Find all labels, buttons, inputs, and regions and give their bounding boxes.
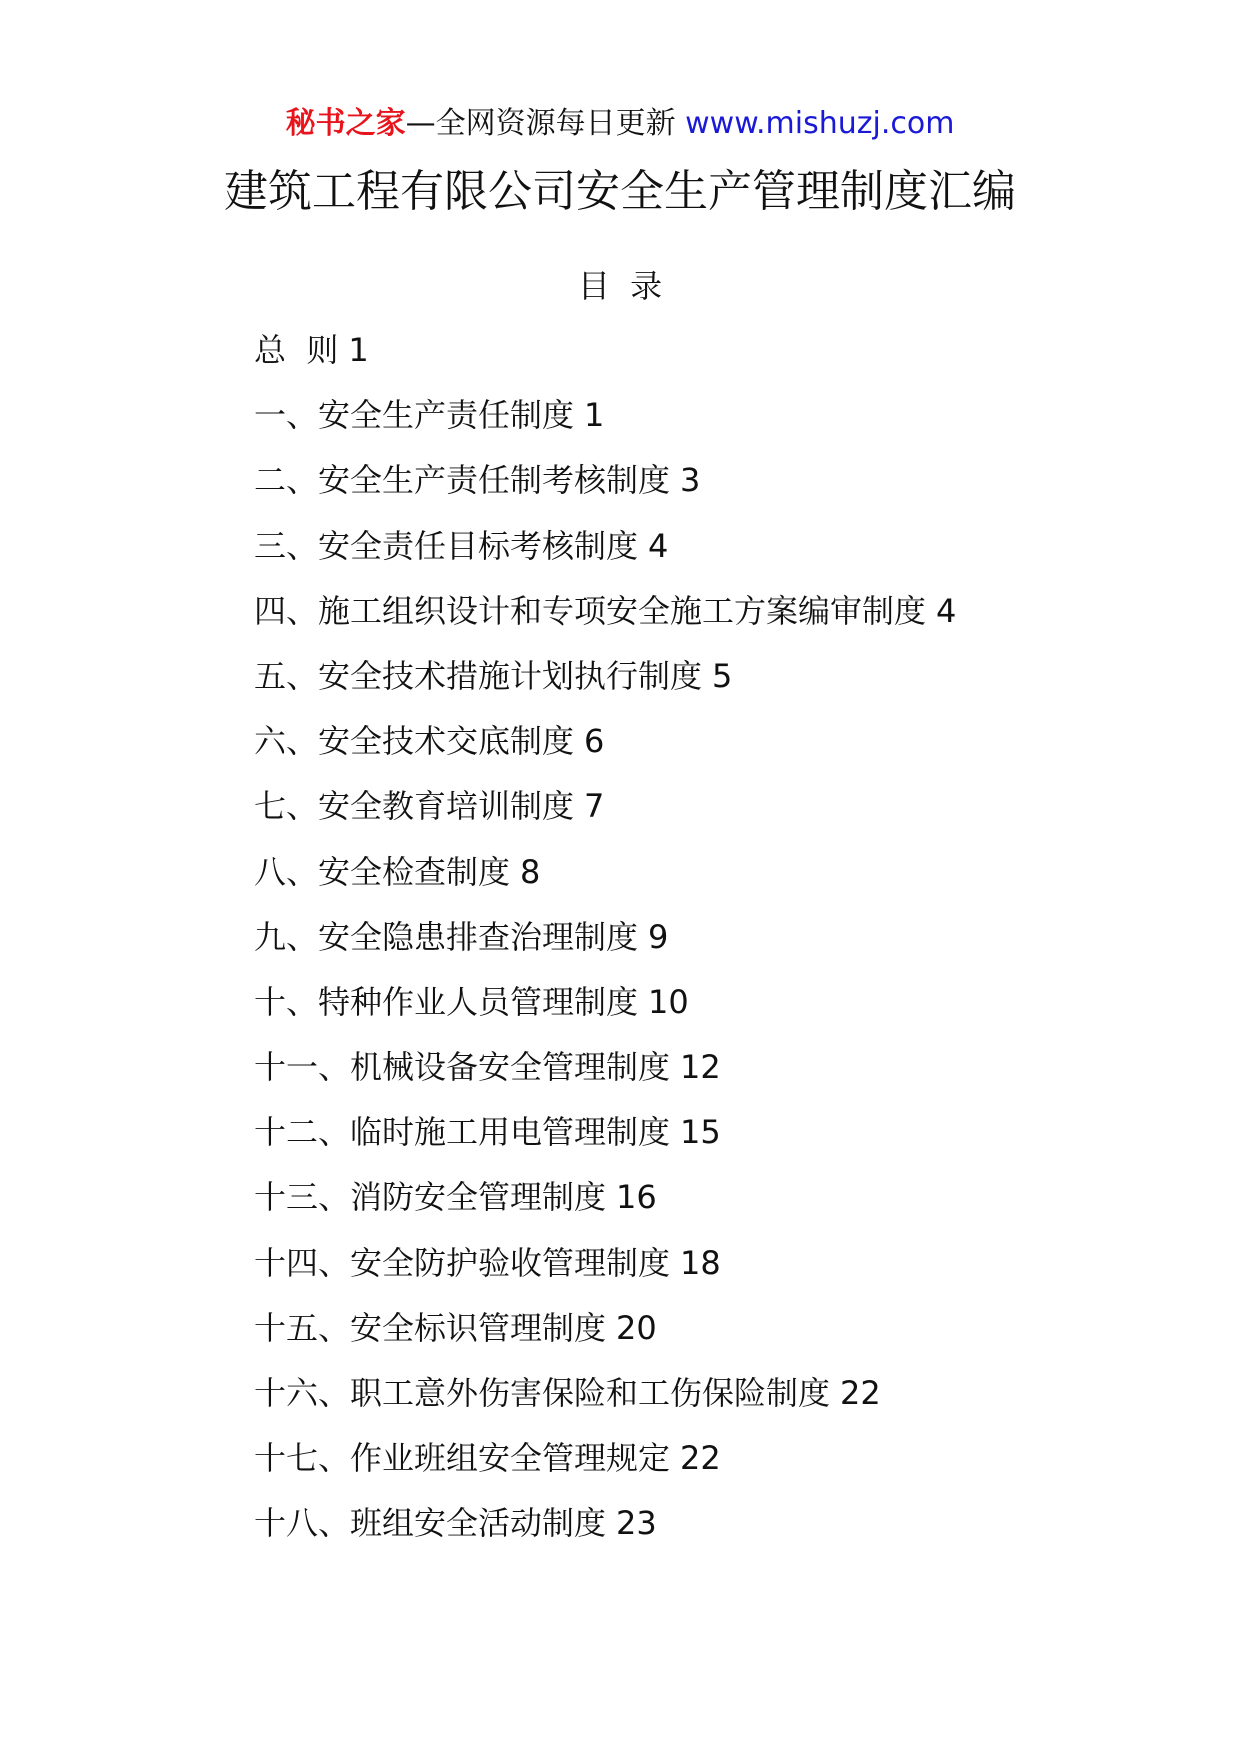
toc-item-label: 十六、职工意外伤害保险和工伤保险制度 bbox=[254, 1374, 831, 1412]
toc-item[interactable] bbox=[254, 980, 956, 1045]
toc-item-label: 四、施工组织设计和专项安全施工方案编审制度 bbox=[254, 591, 927, 630]
toc-item-label: 十二、临时施工用电管理制度 bbox=[254, 1113, 671, 1152]
toc-item-label: 八、安全检查制度 bbox=[254, 852, 511, 891]
toc-item-label: 一、安全生产责任制度 bbox=[254, 396, 575, 435]
toc-item-page: 22 bbox=[680, 1439, 721, 1478]
toc-item-page: 7 bbox=[584, 787, 605, 826]
document-title: 建筑工程有限公司安全生产管理制度汇编 bbox=[224, 166, 1016, 217]
toc-item-page: 9 bbox=[648, 917, 669, 956]
toc-item[interactable] bbox=[254, 393, 956, 458]
toc-item[interactable] bbox=[254, 1241, 956, 1306]
toc-item[interactable] bbox=[254, 654, 956, 719]
toc-item-page: 15 bbox=[680, 1113, 721, 1152]
toc-item-label: 十八、班组安全活动制度 bbox=[254, 1504, 607, 1543]
toc-item[interactable] bbox=[254, 1501, 956, 1566]
toc-item-page: 4 bbox=[936, 591, 957, 630]
site-url-link[interactable]: www.mishuzj.com bbox=[685, 106, 955, 141]
toc-item[interactable] bbox=[254, 1306, 956, 1371]
toc-item-page: 6 bbox=[584, 722, 605, 761]
toc-item-label: 九、安全隐患排查治理制度 bbox=[254, 917, 639, 956]
toc-item-page: 10 bbox=[648, 982, 689, 1021]
toc-item[interactable] bbox=[254, 589, 956, 654]
toc-item-page: 5 bbox=[712, 656, 733, 695]
toc-item-page: 3 bbox=[680, 461, 701, 500]
toc-item[interactable] bbox=[254, 1175, 956, 1240]
toc-item-page: 23 bbox=[616, 1504, 657, 1543]
toc-item-page: 22 bbox=[840, 1374, 881, 1412]
toc-item-page: 18 bbox=[680, 1243, 721, 1282]
toc-item-page: 12 bbox=[680, 1048, 721, 1087]
toc-item-page: 4 bbox=[648, 526, 669, 565]
table-of-contents bbox=[254, 328, 956, 1567]
toc-item[interactable] bbox=[254, 1436, 956, 1501]
brand-name: 秘书之家 bbox=[285, 106, 406, 141]
toc-item[interactable] bbox=[254, 458, 956, 523]
toc-item-label: 十三、消防安全管理制度 bbox=[254, 1178, 607, 1217]
toc-item-label: 十五、安全标识管理制度 bbox=[254, 1308, 607, 1347]
header-slogan: —全网资源每日更新 bbox=[405, 106, 676, 141]
toc-item-label: 三、安全责任目标考核制度 bbox=[254, 526, 639, 565]
toc-item[interactable] bbox=[254, 524, 956, 589]
toc-item[interactable] bbox=[254, 1045, 956, 1110]
toc-heading: 目 录 bbox=[577, 267, 663, 305]
toc-item[interactable] bbox=[254, 1110, 956, 1175]
toc-item[interactable] bbox=[254, 915, 956, 980]
toc-item-label: 七、安全教育培训制度 bbox=[254, 787, 575, 826]
toc-item-label: 十七、作业班组安全管理规定 bbox=[254, 1439, 671, 1478]
toc-item-page: 20 bbox=[616, 1308, 657, 1347]
toc-item[interactable] bbox=[254, 328, 956, 393]
toc-item-label: 十、特种作业人员管理制度 bbox=[254, 982, 639, 1021]
toc-item[interactable] bbox=[254, 784, 956, 849]
toc-item[interactable] bbox=[254, 719, 956, 784]
toc-item-label: 十四、安全防护验收管理制度 bbox=[254, 1243, 671, 1282]
toc-item[interactable] bbox=[254, 1371, 956, 1436]
toc-item-label: 二、安全生产责任制考核制度 bbox=[254, 461, 671, 500]
toc-item-label: 十一、机械设备安全管理制度 bbox=[254, 1048, 671, 1087]
toc-item-page: 1 bbox=[348, 331, 369, 369]
toc-item-page: 8 bbox=[520, 852, 541, 891]
toc-item-label: 总 则 bbox=[254, 331, 339, 369]
toc-item-page: 16 bbox=[616, 1178, 657, 1217]
toc-item-label: 五、安全技术措施计划执行制度 bbox=[254, 656, 703, 695]
toc-item-page: 1 bbox=[584, 396, 605, 435]
toc-item-label: 六、安全技术交底制度 bbox=[254, 722, 575, 761]
toc-item[interactable] bbox=[254, 850, 956, 915]
site-header bbox=[0, 104, 1240, 144]
